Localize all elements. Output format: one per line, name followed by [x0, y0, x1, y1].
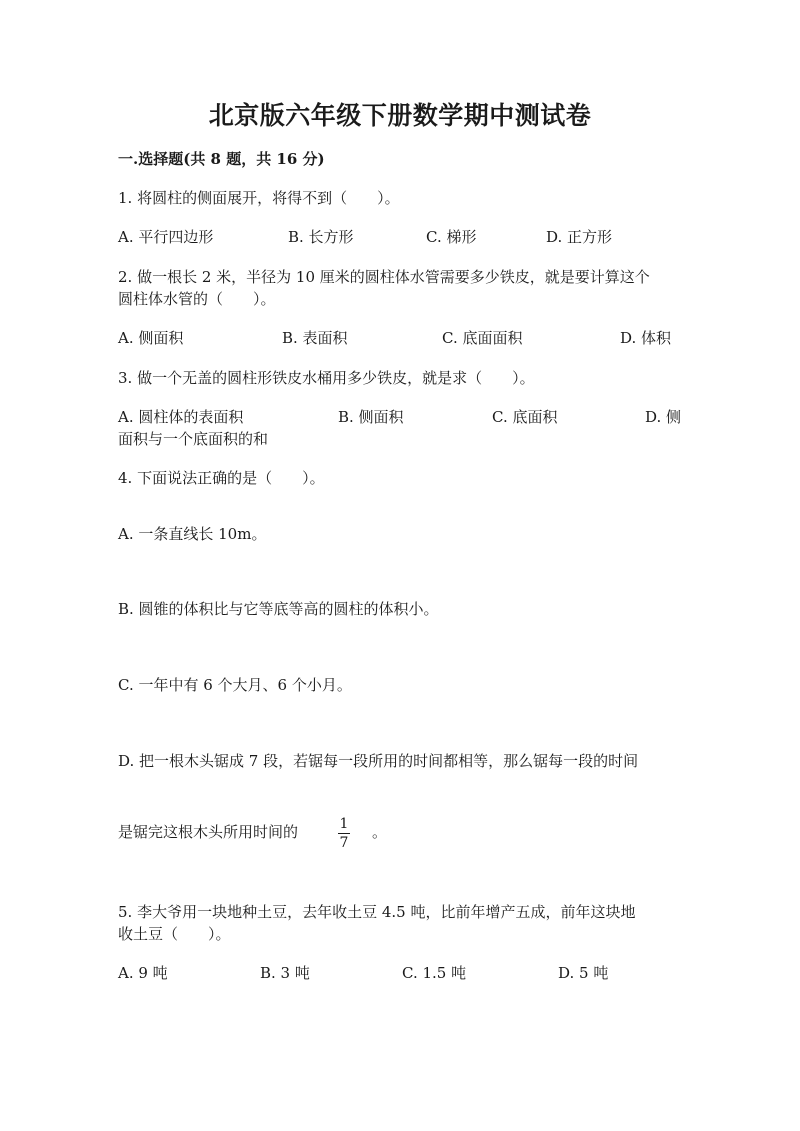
question-5-option-a: A. 9 吨 [118, 964, 168, 982]
question-3-option-c: C. 底面积 [492, 408, 558, 426]
page-title: 北京版六年级下册数学期中测试卷 [208, 101, 592, 130]
question-2-stem-line-2: 圆柱体水管的（ ）。 [118, 290, 276, 308]
question-3-option-a: A. 圆柱体的表面积 [118, 408, 244, 426]
question-2-option-d: D. 体积 [620, 329, 672, 347]
question-2-option-c: C. 底面面积 [442, 329, 523, 347]
question-5-option-d: D. 5 吨 [558, 964, 609, 982]
fraction-denominator: 7 [339, 835, 349, 851]
question-5-stem-line-1: 5. 李大爷用一块地种土豆，去年收土豆 4.5 吨，比前年增产五成，前年这块地 [118, 903, 636, 921]
question-4-option-a: A. 一条直线长 10m。 [118, 525, 267, 543]
fraction-numerator: 1 [339, 816, 349, 832]
question-3-option-b: B. 侧面积 [338, 408, 404, 426]
question-1-option-c: C. 梯形 [426, 228, 477, 246]
question-4-option-b: B. 圆锥的体积比与它等底等高的圆柱的体积小。 [118, 600, 439, 618]
section-heading: 一.选择题(共 8 题，共 16 分) [118, 150, 325, 168]
question-4-option-d-end: 。 [372, 823, 388, 841]
question-1-stem: 1. 将圆柱的侧面展开，将得不到（ ）。 [118, 189, 400, 207]
question-2-option-b: B. 表面积 [282, 329, 348, 347]
question-1-option-b: B. 长方形 [288, 228, 354, 246]
question-4-option-c: C. 一年中有 6 个大月、6 个小月。 [118, 676, 352, 694]
question-1-option-d: D. 正方形 [546, 228, 613, 246]
fraction-one-seventh [334, 816, 354, 851]
fraction-bar [338, 833, 350, 834]
question-5-option-c: C. 1.5 吨 [402, 964, 467, 982]
question-5-stem-line-2: 收土豆（ ）。 [118, 925, 231, 943]
question-4-option-d: D. 把一根木头锯成 7 段，若锯每一段所用的时间都相等，那么锯每一段的时间 [118, 752, 639, 770]
question-2-option-a: A. 侧面积 [118, 329, 184, 347]
question-3-stem: 3. 做一个无盖的圆柱形铁皮水桶用多少铁皮，就是求（ ）。 [118, 369, 535, 387]
question-3-option-d-continuation: 面积与一个底面积的和 [118, 430, 269, 448]
question-5-option-b: B. 3 吨 [260, 964, 310, 982]
question-2-stem-line-1: 2. 做一根长 2 米，半径为 10 厘米的圆柱体水管需要多少铁皮，就是要计算这个 [118, 268, 650, 286]
question-1-option-a: A. 平行四边形 [118, 228, 214, 246]
question-4-stem: 4. 下面说法正确的是（ ）。 [118, 469, 325, 487]
question-4-option-d-continuation: 是锯完这根木头所用时间的 [118, 823, 299, 841]
question-3-option-d: D. 侧 [645, 408, 682, 426]
